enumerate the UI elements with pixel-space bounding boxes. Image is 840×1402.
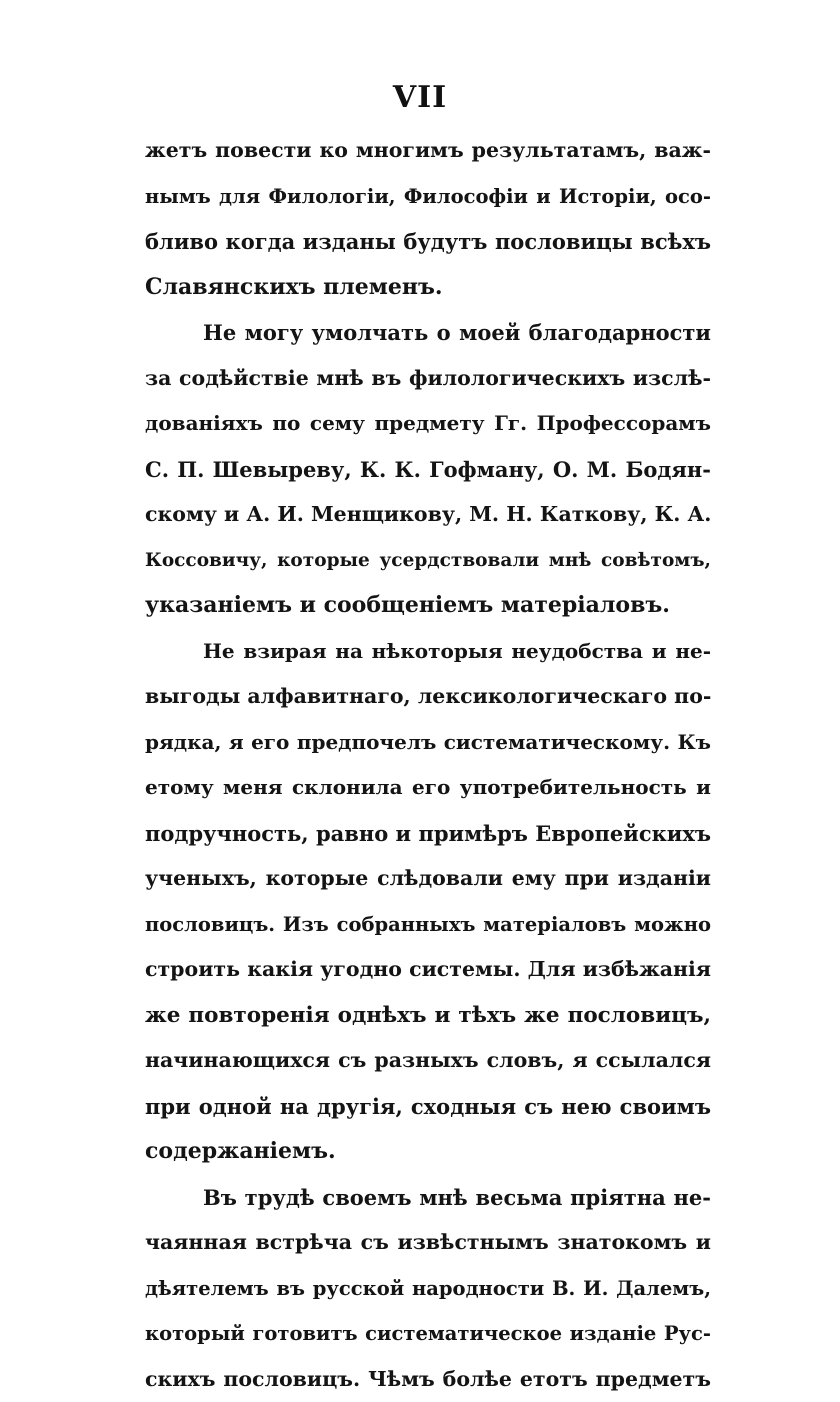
text-line: за содѣйствіе мнѣ въ филологическихъ изслѣ- [145, 356, 711, 402]
text-line: дованіяхъ по сему предмету Гг. Профессорамъ [145, 401, 711, 447]
text-line: С. П. Шевыреву, К. К. Гофману, О. М. Бодян- [145, 447, 711, 493]
text-line: Славянскихъ племенъ. [145, 265, 711, 311]
text-line: етому меня склонила его употребительность и [145, 765, 711, 811]
text-line: скихъ пословицъ. Чѣмъ болѣе етотъ предметъ [145, 1357, 711, 1402]
paragraph [145, 1175, 711, 1402]
text-line: при одной на другія, сходныя съ нею своимъ [145, 1084, 711, 1130]
paragraph [145, 310, 711, 629]
text-line: Не могу умолчать о моей благодарности [145, 310, 711, 356]
text-line: бливо когда изданы будутъ пословицы всѣхъ [145, 219, 711, 265]
text-line: указаніемъ и сообщеніемъ матеріаловъ. [145, 583, 711, 629]
text-line: начинающихся съ разныхъ словъ, я ссылался [145, 1038, 711, 1084]
paragraph [145, 128, 711, 310]
text-line: жетъ повести ко многимъ результатамъ, важ- [145, 128, 711, 174]
paragraph [145, 629, 711, 1175]
text-line: пословицъ. Изъ собранныхъ матеріаловъ можно [145, 902, 711, 948]
text-line: Коссовичу, которые усердствовали мнѣ совѣтомъ, [145, 538, 711, 584]
text-line: ученыхъ, которые слѣдовали ему при изданіи [145, 856, 711, 902]
text-line: же повторенія однѣхъ и тѣхъ же пословицъ, [145, 993, 711, 1039]
text-line: рядка, я его предпочелъ систематическому. Къ [145, 720, 711, 766]
text-line: нымъ для Филологіи, Философіи и Исторіи, осо- [145, 174, 711, 220]
text-line: содержаніемъ. [145, 1129, 711, 1175]
text-line: подручность, равно и примѣръ Европейскихъ [145, 811, 711, 857]
text-line: чаянная встрѣча съ извѣстнымъ знатокомъ и [145, 1220, 711, 1266]
text-line: дѣятелемъ въ русской народности В. И. Далемъ, [145, 1266, 711, 1312]
text-line: который готовитъ систематическое изданіе Рус- [145, 1311, 711, 1357]
body-text [145, 128, 711, 1402]
text-line: Въ трудѣ своемъ мнѣ весьма пріятна не- [145, 1175, 711, 1221]
text-line: строить какія угодно системы. Для избѣжанія [145, 947, 711, 993]
text-line: выгоды алфавитнаго, лексикологическаго по- [145, 674, 711, 720]
text-line: скому и А. И. Менщикову, М. Н. Каткову, К. А. [145, 492, 711, 538]
page-number: VII [0, 80, 840, 115]
text-line: Не взирая на нѣкоторыя неудобства и не- [145, 629, 711, 675]
